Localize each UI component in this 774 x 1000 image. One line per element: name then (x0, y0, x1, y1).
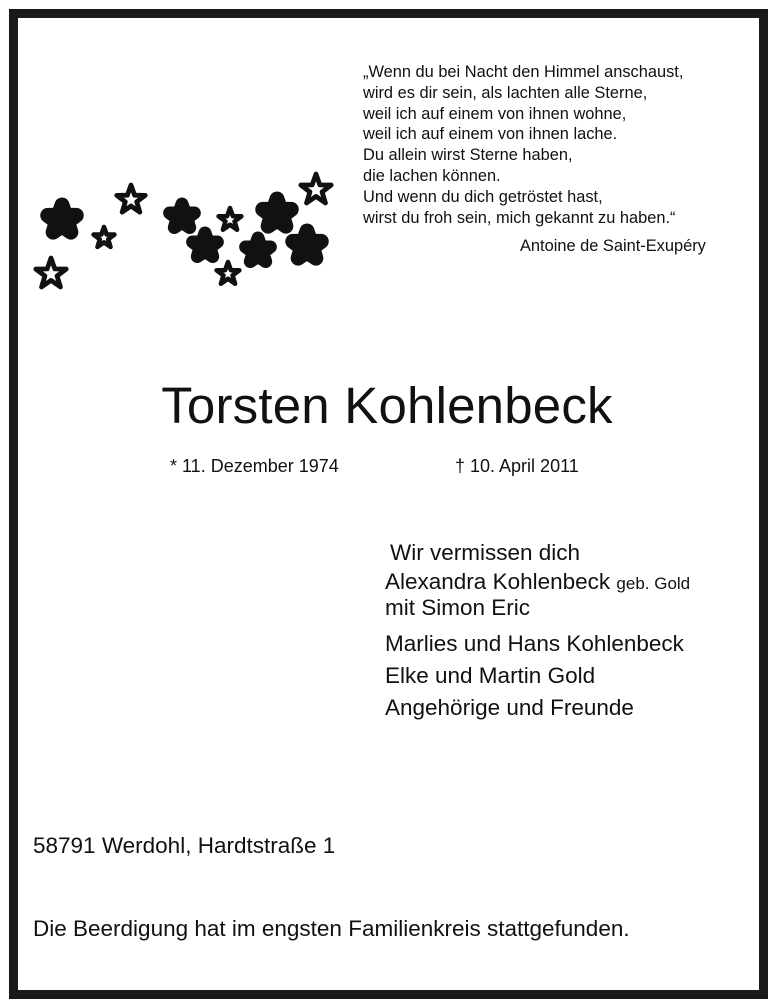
quote-author: Antoine de Saint-Exupéry (520, 237, 706, 255)
funeral-note: Die Beerdigung hat im engsten Familienkreis stattgefunden. (33, 916, 630, 941)
quote-line: Und wenn du dich getröstet hast, (363, 187, 603, 206)
star-icon (246, 238, 271, 262)
star-icon (36, 258, 66, 287)
mourner-line: Elke und Martin Gold (385, 663, 596, 688)
star-icon (219, 208, 242, 230)
quote-line: Du allein wirst Sterne haben, (363, 146, 573, 165)
quote-line: weil ich auf einem von ihnen lache. (363, 125, 618, 144)
quote-line: wirst du froh sein, mich gekannt zu haben.“ (363, 208, 676, 227)
quote-line: „Wenn du bei Nacht den Himmel anschaust, (363, 63, 684, 81)
mourner-name: Alexandra Kohlenbeck (385, 569, 611, 594)
star-icon (293, 231, 322, 258)
star-icon (48, 205, 77, 232)
quote-line: weil ich auf einem von ihnen wohne, (363, 104, 627, 123)
quote-line: die lachen können. (363, 166, 501, 185)
star-icon (217, 262, 240, 284)
star-icon (193, 233, 218, 257)
star-icon (170, 204, 195, 228)
mourners-block (385, 537, 690, 724)
address: 58791 Werdohl, Hardtstraße 1 (33, 833, 336, 858)
mourner-line: Marlies und Hans Kohlenbeck (385, 631, 684, 656)
mourner-line: Angehörige und Freunde (385, 695, 634, 720)
maiden-name: geb. Gold (616, 574, 691, 593)
star-icon (301, 174, 331, 203)
star-icon (263, 199, 292, 226)
mourner-line: mit Simon Eric (385, 595, 531, 620)
quote-line: wird es dir sein, als lachten alle Sterne, (363, 83, 648, 102)
deceased-name: Torsten Kohlenbeck (161, 377, 613, 434)
stars-decoration (25, 168, 345, 303)
star-icon (94, 227, 115, 247)
birth-date: * 11. Dezember 1974 (170, 456, 339, 476)
mourners-heading: Wir vermissen dich (390, 540, 581, 565)
quote-block (363, 62, 753, 228)
mourner-line (385, 570, 690, 596)
death-date: † 10. April 2011 (455, 456, 579, 476)
star-icon (117, 185, 146, 212)
